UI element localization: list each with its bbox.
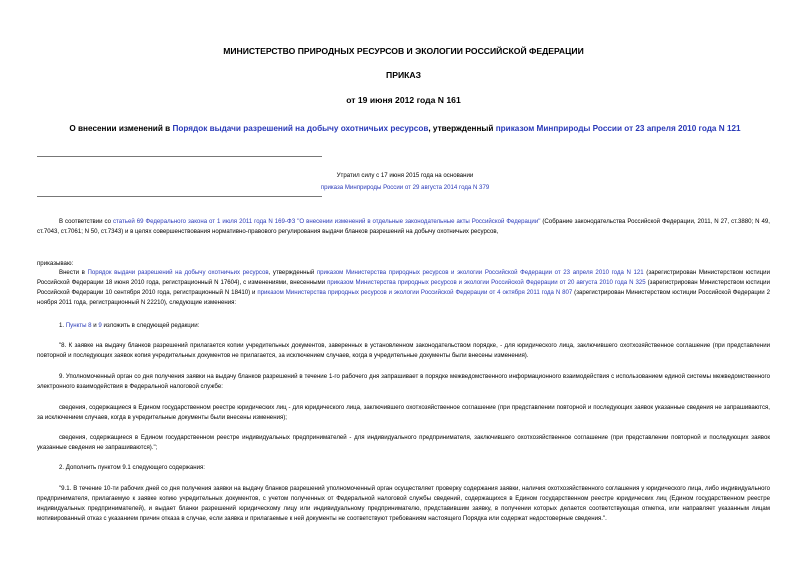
p1-law-link[interactable]: статьей 69 Федерального закона от 1 июля 2011 года N 169-ФЗ "О внесении изменений в отдельные законодательные акты Российской Федерации" <box>112 218 541 225</box>
status-note-link[interactable]: приказа Минприроды России от 29 августа 2014 года N 379 <box>320 184 490 191</box>
divider-bottom <box>37 196 322 197</box>
quoted-clause-9-1: "9.1. В течение 10-ти рабочих дней со дня получения заявки на выдачу бланков разрешений уполномоченный орган осуществляет проверку содержания заявки, наличия охотхозяйственного соглашения у юридического лица, либо индивидуального предпринимателя, прилагаемую к заявке копию учредительных документов, с учетом полученных от Федеральной налоговой службы сведений, содержащихся в Едином государственном реестре юридических лиц (Едином государственном реестре индивидуальных предпринимателей), и выдает бланки разрешений юридическому лицу или индивидуальному предпринимателю, представившим заявку, в получении которых делается соответствующая отметка, или направляет указанным лицам мотивированный отказ с указанием причин отказа в случае, если заявка и прилагаемые к ней документы не соответствуют требованиям настоящего Порядка или содержат недостоверные сведения.". <box>37 485 770 522</box>
p1-text-a: В соответствии со <box>59 218 113 225</box>
title-text-2: , утвержденный <box>428 124 496 133</box>
paragraph-amendments <box>37 268 770 308</box>
item1-text-a: 1. <box>59 322 66 329</box>
item1-link-p9[interactable]: 9 <box>98 322 102 329</box>
date-number-heading: от 19 июня 2012 года N 161 <box>346 95 461 105</box>
p2-link-order-325[interactable]: приказом Министерства природных ресурсов и экологии Российской Федерации от 20 августа 2010 года N 325 <box>327 279 646 286</box>
quoted-clause-9-b: сведения, содержащиеся в Едином государственном реестре индивидуальных предпринимателей - для индивидуального предпринимателя, заключившего охотхозяйственное соглашение (при представлении повторной и последующих заявок указанные сведения не запрашиваются)."; <box>37 434 770 451</box>
p1-text-b: (Собрание законодательства Российской Федерации, 2011, N 27, ст.3880; N 49, ст.7043, ст.7061; N 50, ст.7343) и в целях совершенствования нормативно-правового регулирования выдачи бланков разрешений на добычу охотничьих ресурсов, <box>37 218 770 235</box>
divider-top <box>37 156 322 157</box>
quoted-clause-9-a: сведения, содержащиеся в Едином государственном реестре юридических лиц - для юридического лица, заключившего охотхозяйственное соглашение (при представлении повторной и последующих заявок указанные сведения не запрашиваются, за исключением случаев, когда в учредительные документы были внесены изменения); <box>37 404 770 421</box>
paragraph-basis <box>37 217 770 237</box>
doc-type-heading: ПРИКАЗ <box>386 70 421 80</box>
title-text-1: О внесении изменений в <box>69 124 173 133</box>
item1-link-p8[interactable]: Пункты 8 <box>65 322 92 329</box>
paragraph-prikazyvayu: приказываю: <box>37 260 74 267</box>
status-note-text: Утратил силу с 17 июня 2015 года на основании <box>336 172 474 179</box>
title-link-order-121[interactable]: приказом Минприроды России от 23 апреля 2010 года N 121 <box>495 124 741 133</box>
document-title <box>20 124 790 133</box>
item-1 <box>37 321 792 331</box>
p2-link-procedure[interactable]: Порядок выдачи разрешений на добычу охотничьих ресурсов <box>87 269 269 276</box>
p2-text-d: (зарегистрирован Министерством юстиции Российской Федерации 10 сентября 2010 года, регистрационный N 18410) и <box>37 279 770 296</box>
p2-text-b: , утвержденный <box>268 269 317 276</box>
item1-text-b: и <box>91 322 99 329</box>
p2-text-e: (зарегистрирован Министерством юстиции Российской Федерации 2 ноября 2011 года, регистрационный N 22210), следующие изменения: <box>37 289 770 306</box>
p2-text-a: Внести в <box>59 269 88 276</box>
quoted-clause-8: "8. К заявке на выдачу бланков разрешений прилагается копии учредительных документов, заверенных в установленном законодательством порядке, - для юридического лица, заключившего охотхозяйственное соглашение (при представлении повторной и последующих заявок копия учредительных документов не прилагается, за исключением случаев, когда в учредительные документы были внесены изменения). <box>37 342 770 359</box>
ministry-heading: МИНИСТЕРСТВО ПРИРОДНЫХ РЕСУРСОВ И ЭКОЛОГИИ РОССИЙСКОЙ ФЕДЕРАЦИИ <box>223 46 584 56</box>
p2-text-c: (зарегистрирован Министерством юстиции Российской Федерации 18 июня 2010 года, регистрационный N 17604), с изменениями, внесенными <box>37 269 770 286</box>
title-link-procedure[interactable]: Порядок выдачи разрешений на добычу охотничьих ресурсов <box>172 124 429 133</box>
p2-link-order-121[interactable]: приказом Министерства природных ресурсов и экологии Российской Федерации от 23 апреля 2010 года N 121 <box>316 269 644 276</box>
quoted-clause-9: 9. Уполномоченный орган со дня получения заявки на выдачу бланков разрешений в течение 1-го рабочего дня запрашивает в порядке межведомственного информационного взаимодействия с использованием единой системы межведомственного электронного взаимодействия в Федеральной налоговой службе: <box>37 373 770 390</box>
item1-text-c: изложить в следующей редакции: <box>101 322 200 329</box>
item-2: 2. Дополнить пунктом 9.1 следующего содержания: <box>59 464 205 471</box>
status-note <box>250 170 560 194</box>
p2-link-order-807[interactable]: приказом Министерства природных ресурсов и экологии Российской Федерации от 4 октября 2011 года N 807 <box>257 289 573 296</box>
